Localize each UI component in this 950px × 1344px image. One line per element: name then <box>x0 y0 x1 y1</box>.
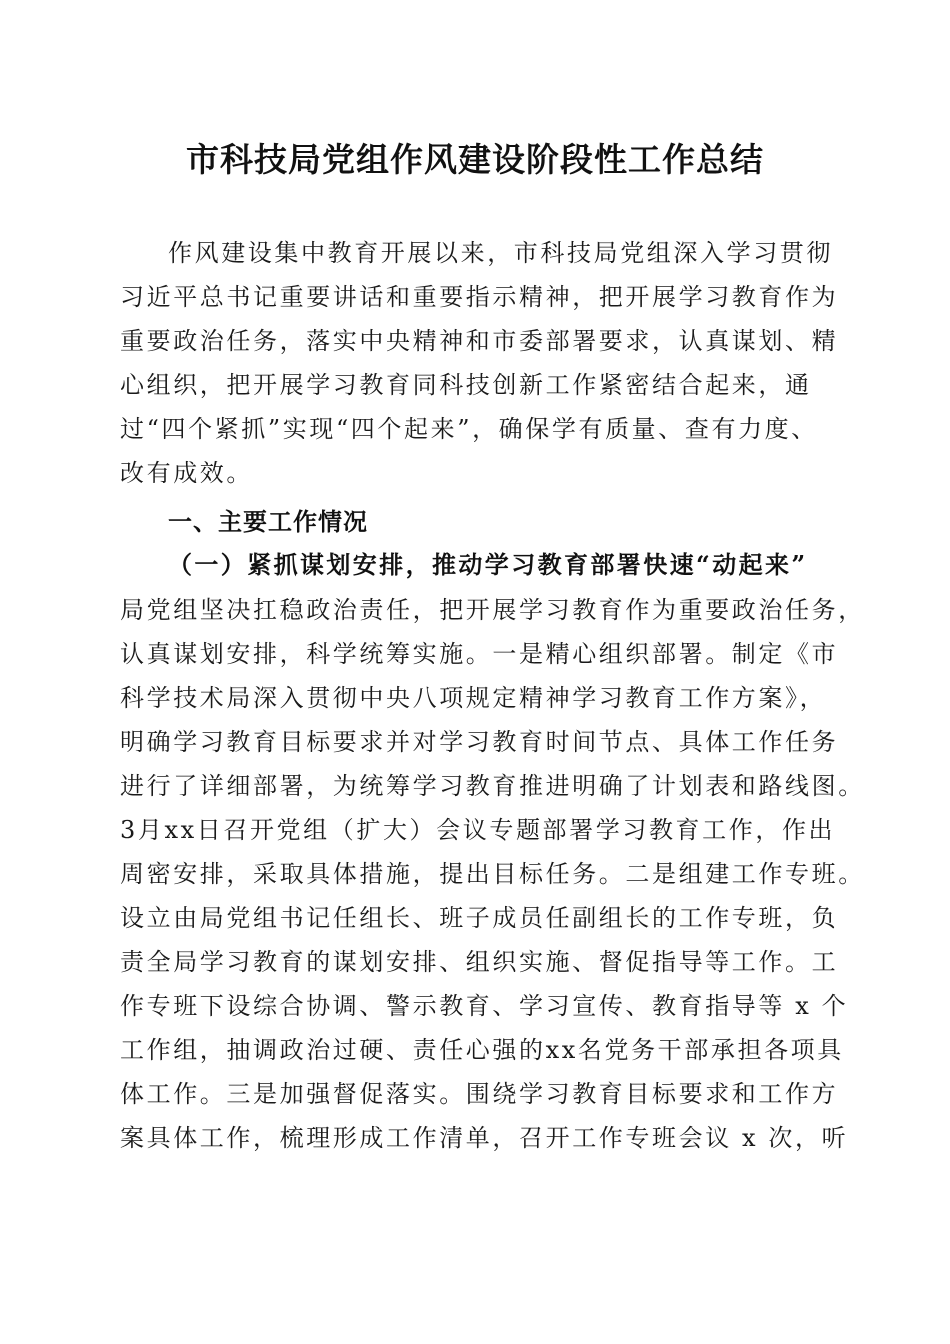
paragraph-line: 认真谋划安排，科学统筹实施。一是精心组织部署。制定《市 <box>120 640 839 668</box>
paragraph-line: 设立由局党组书记任组长、班子成员任副组长的工作专班，负 <box>120 904 839 932</box>
paragraph-line: 进行了详细部署，为统筹学习教育推进明确了计划表和路线图。 <box>120 772 865 800</box>
paragraph-line: 改有成效。 <box>120 459 253 487</box>
paragraph-line: 明确学习教育目标要求并对学习教育时间节点、具体工作任务 <box>120 728 839 756</box>
paragraph-line: 心组织，把开展学习教育同科技创新工作紧密结合起来，通 <box>120 371 812 399</box>
paragraph-line: 体工作。三是加强督促落实。围绕学习教育目标要求和工作方 <box>120 1080 839 1108</box>
paragraph-line: 周密安排，采取具体措施，提出目标任务。二是组建工作专班。 <box>120 860 865 888</box>
paragraph-line: 过“四个紧抓”实现“四个起来”，确保学有质量、查有力度、 <box>120 415 818 443</box>
subsection-paragraph <box>120 588 865 1160</box>
section-heading: 一、主要工作情况 <box>168 508 368 536</box>
intro-paragraph <box>120 231 839 495</box>
paragraph-line: 工作组，抽调政治过硬、责任心强的xx名党务干部承担各项具 <box>120 1036 844 1064</box>
paragraph-line: 科学技术局深入贯彻中央八项规定精神学习教育工作方案》， <box>120 684 827 712</box>
subsection-heading: （一）紧抓谋划安排，推动学习教育部署快速“动起来” <box>168 550 808 579</box>
paragraph-line: 重要政治任务，落实中央精神和市委部署要求，认真谋划、精 <box>120 327 839 355</box>
document-title: 市科技局党组作风建设阶段性工作总结 <box>186 140 764 179</box>
paragraph-line: 局党组坚决扛稳政治责任，把开展学习教育作为重要政治任务， <box>120 596 865 624</box>
paragraph-line: 责全局学习教育的谋划安排、组织实施、督促指导等工作。工 <box>120 948 839 976</box>
paragraph-line: 3月xx日召开党组（扩大）会议专题部署学习教育工作，作出 <box>120 816 836 844</box>
paragraph-line: 作风建设集中教育开展以来，市科技局党组深入学习贯彻 <box>168 239 833 267</box>
paragraph-line: 作专班下设综合协调、警示教育、学习宣传、教育指导等 x 个 <box>120 992 849 1020</box>
paragraph-line: 案具体工作，梳理形成工作清单，召开工作专班会议 x 次，听 <box>120 1124 849 1152</box>
paragraph-line: 习近平总书记重要讲话和重要指示精神，把开展学习教育作为 <box>120 283 839 311</box>
